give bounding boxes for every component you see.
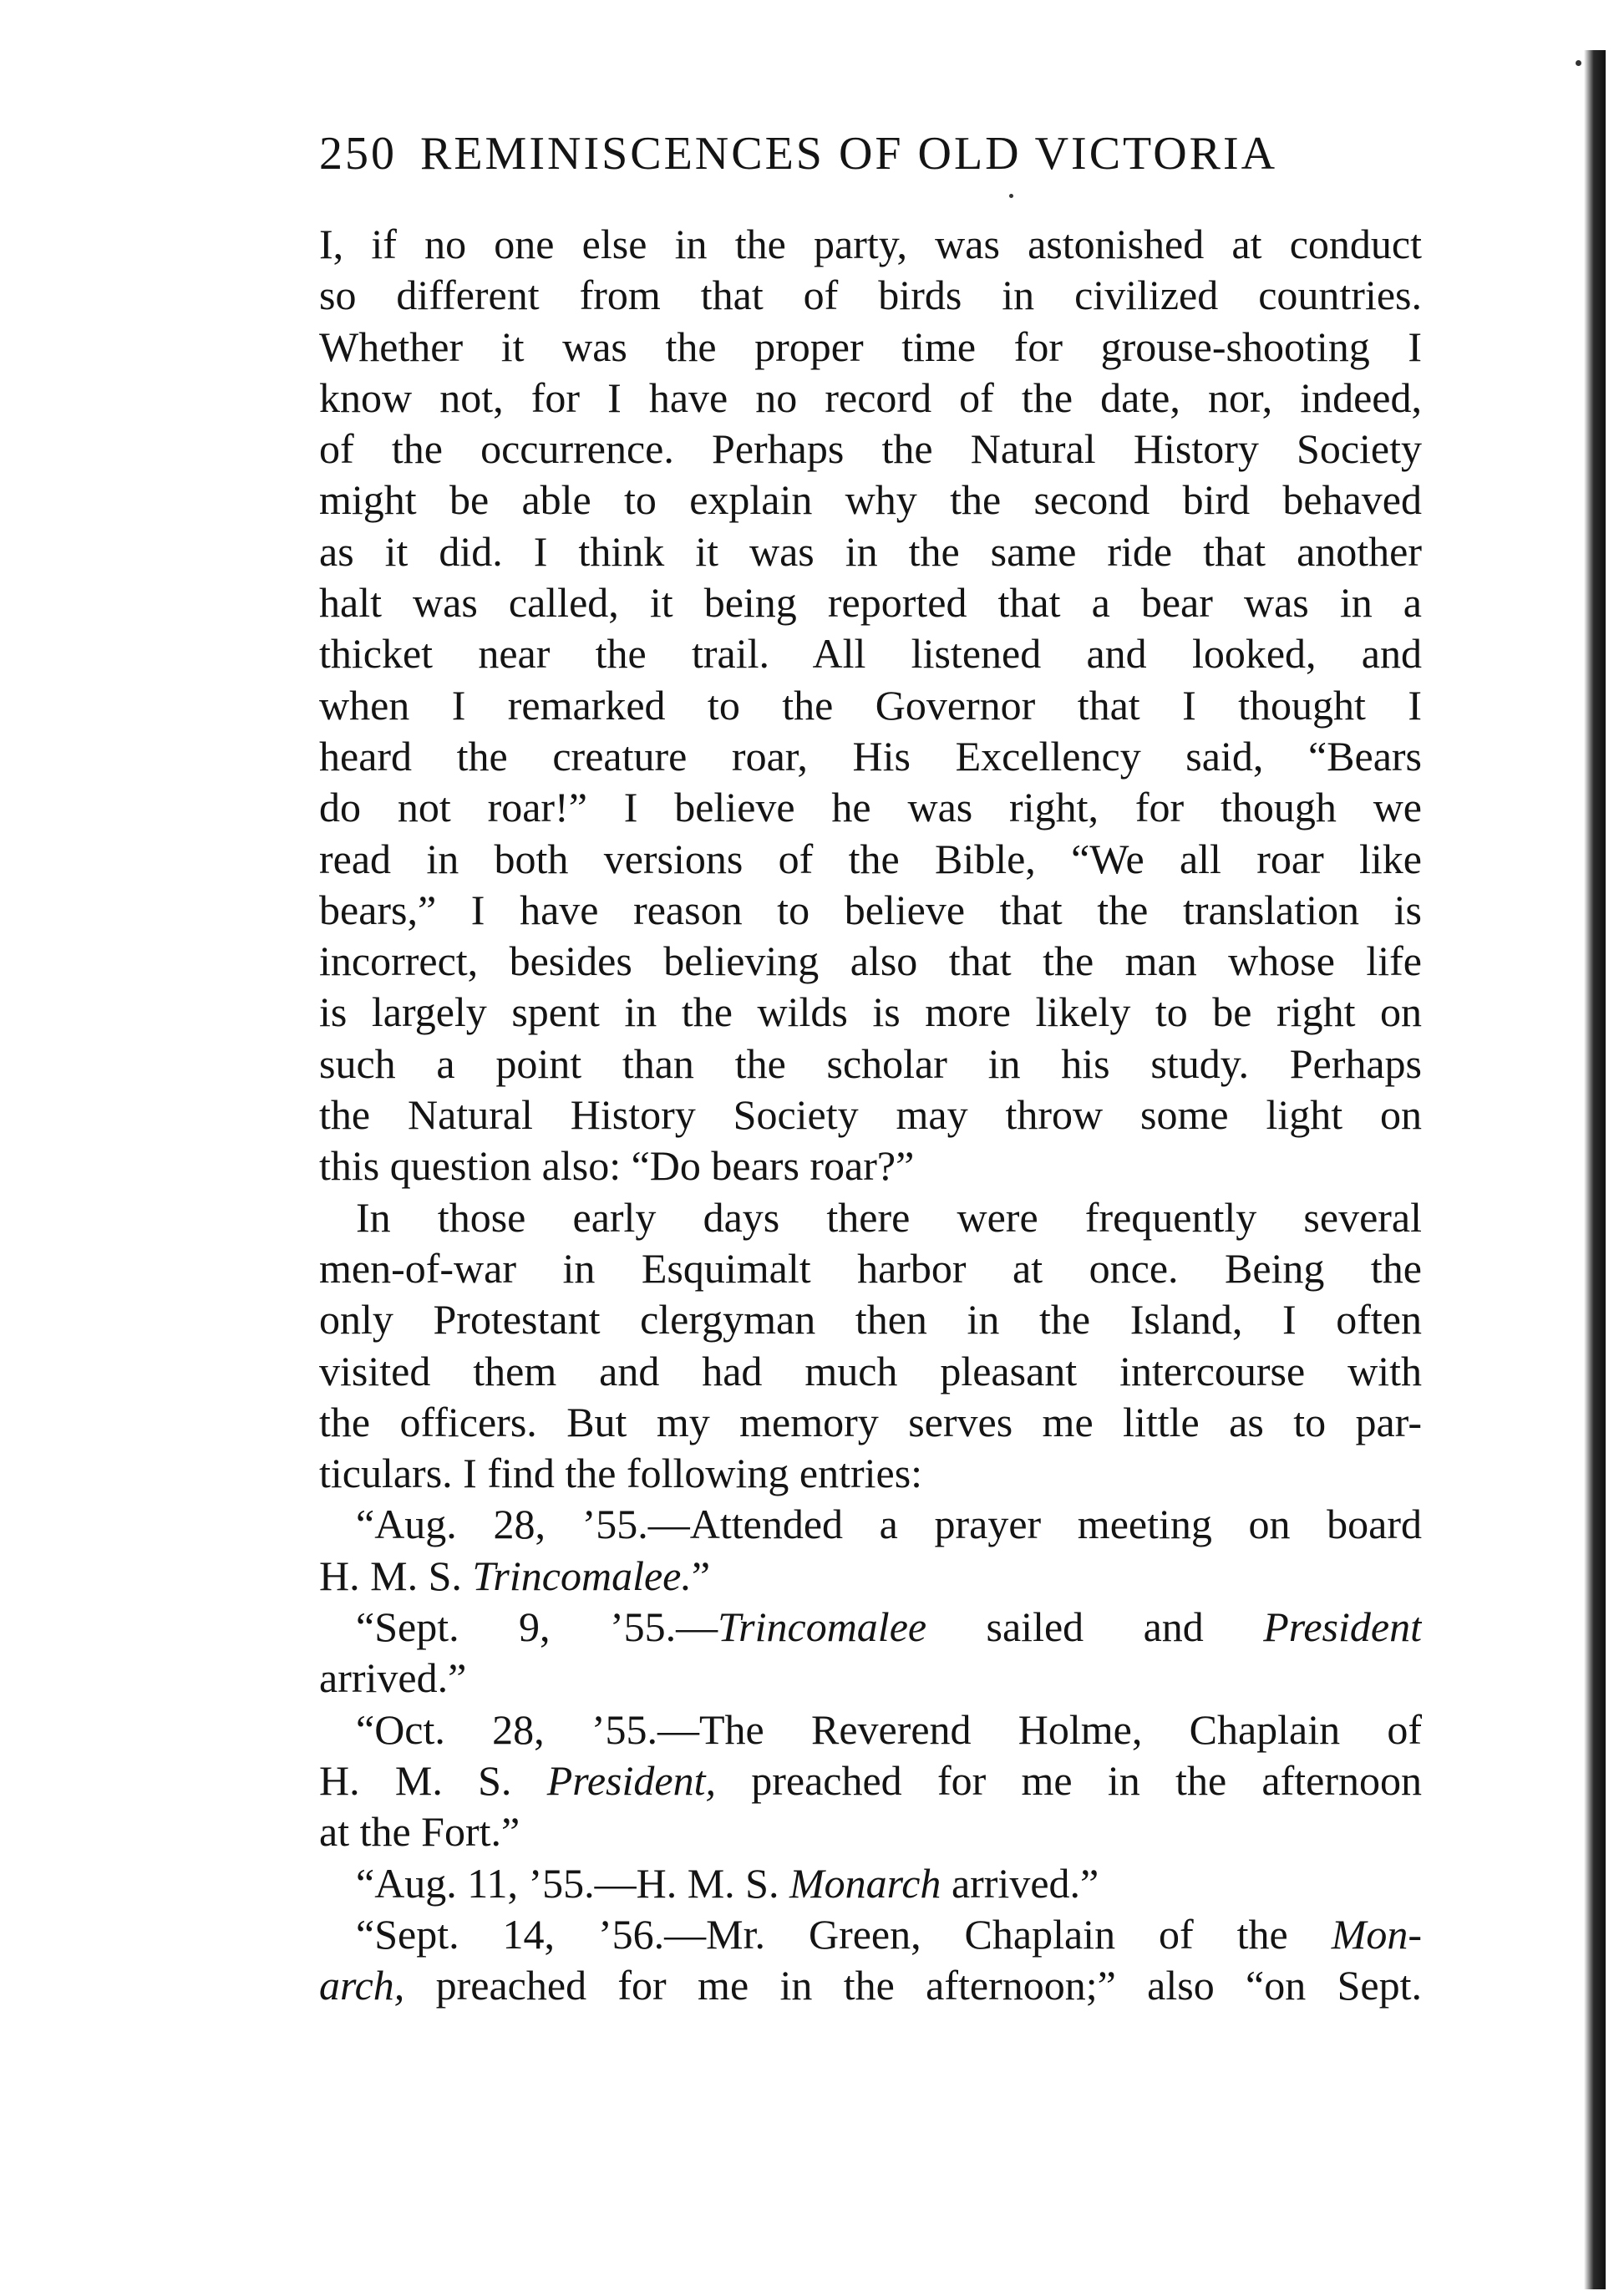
text-segment: the officers. But my memory serves me little as to par- xyxy=(319,1398,1422,1445)
body-text xyxy=(319,219,1422,2011)
text-segment: preached for me in the afternoon xyxy=(715,1756,1422,1804)
text-segment: the Natural History Society may throw some light on xyxy=(319,1091,1422,1139)
text-line xyxy=(319,1909,1422,1960)
text-segment: might be able to explain why the second bird behaved xyxy=(319,476,1422,524)
text-segment: H. M. S. xyxy=(319,1552,473,1599)
scan-edge-shadow xyxy=(1584,50,1606,2289)
text-line xyxy=(319,1653,1422,1704)
text-line xyxy=(319,577,1422,628)
text-segment: when I remarked to the Governor that I thought I xyxy=(319,681,1422,729)
scan-speck xyxy=(1576,60,1581,66)
text-line xyxy=(319,834,1422,885)
text-segment: men-of-war in Esquimalt harbor at once. Being the xyxy=(319,1244,1422,1292)
text-line xyxy=(319,1960,1422,2011)
text-line xyxy=(319,987,1422,1038)
text-segment: “Sept. 14, ’56.—Mr. Green, Chaplain of the xyxy=(356,1910,1332,1958)
text-line xyxy=(319,1243,1422,1294)
text-segment: preached for me in the afternoon;” also “on Sept. xyxy=(404,1962,1422,2009)
text-segment: incorrect, besides believing also that the man whose life xyxy=(319,937,1422,985)
text-segment: “Sept. 9, ’55.— xyxy=(356,1603,718,1651)
text-line xyxy=(319,885,1422,936)
text-segment: of the occurrence. Perhaps the Natural History Society xyxy=(319,425,1422,473)
text-segment: heard the creature roar, His Excellency said, “Bears xyxy=(319,732,1422,780)
text-line xyxy=(319,680,1422,731)
text-segment: Whether it was the proper time for grouse-shooting I xyxy=(319,323,1422,370)
text-segment: sailed and xyxy=(926,1603,1264,1651)
text-line xyxy=(319,1346,1422,1397)
italic-text-segment: President, xyxy=(546,1756,716,1804)
text-line xyxy=(319,373,1422,424)
text-line xyxy=(319,1294,1422,1345)
text-segment: “Aug. 11, ’55.—H. M. S. xyxy=(356,1859,789,1907)
text-line xyxy=(319,1090,1422,1140)
text-line xyxy=(319,1397,1422,1448)
text-line xyxy=(319,1499,1422,1550)
page-number: 250 xyxy=(319,128,397,180)
text-line xyxy=(319,936,1422,987)
text-line xyxy=(319,1755,1422,1806)
text-line xyxy=(319,628,1422,679)
text-segment: ticulars. I find the following entries: xyxy=(319,1450,923,1497)
text-segment: ” xyxy=(691,1552,711,1599)
text-segment: bears,” I have reason to believe that the translation is xyxy=(319,886,1422,933)
text-line xyxy=(319,322,1422,373)
running-title: REMINISCENCES OF OLD VICTORIA xyxy=(420,128,1278,180)
text-line xyxy=(319,1858,1422,1909)
text-segment: as it did. I think it was in the same ride that another xyxy=(319,527,1422,575)
text-segment: know not, for I have no record of the date, nor, indeed, xyxy=(319,373,1422,421)
text-segment: this question also: “Do bears roar?” xyxy=(319,1142,915,1190)
text-line xyxy=(319,1039,1422,1090)
text-line xyxy=(319,1551,1422,1602)
text-segment: at the Fort.” xyxy=(319,1808,520,1856)
text-line xyxy=(319,1704,1422,1755)
italic-text-segment: arch, xyxy=(319,1962,405,2009)
text-line xyxy=(319,782,1422,833)
text-line xyxy=(319,219,1422,270)
text-segment: “Aug. 28, ’55.—Attended a prayer meeting on board xyxy=(356,1501,1422,1548)
text-line xyxy=(319,270,1422,321)
text-segment: so different from that of birds in civilized countries. xyxy=(319,272,1422,319)
italic-text-segment: Monarch xyxy=(789,1859,941,1907)
text-segment: H. M. S. xyxy=(319,1756,547,1804)
text-line xyxy=(319,1140,1422,1191)
text-segment: thicket near the trail. All listened and looked, and xyxy=(319,630,1422,678)
italic-text-segment: Trincomalee. xyxy=(472,1552,692,1599)
text-line xyxy=(319,1448,1422,1499)
text-segment: arrived.” xyxy=(319,1654,467,1702)
text-segment: “Oct. 28, ’55.—The Reverend Holme, Chaplain of xyxy=(356,1705,1422,1753)
text-segment: such a point than the scholar in his study. Perhaps xyxy=(319,1039,1422,1087)
text-line xyxy=(319,1602,1422,1653)
running-header xyxy=(319,124,1422,184)
text-segment: In those early days there were frequently several xyxy=(356,1193,1422,1241)
text-line xyxy=(319,526,1422,577)
italic-text-segment: Trincomalee xyxy=(718,1603,927,1651)
text-segment: only Protestant clergyman then in the Island, I often xyxy=(319,1296,1422,1344)
text-line xyxy=(319,1806,1422,1857)
text-segment: halt was called, it being reported that a bear was in a xyxy=(319,579,1422,627)
scan-speck xyxy=(1009,194,1013,198)
text-line xyxy=(319,475,1422,526)
text-line xyxy=(319,731,1422,782)
text-segment: is largely spent in the wilds is more likely to be right on xyxy=(319,988,1422,1036)
text-segment: read in both versions of the Bible, “We all roar like xyxy=(319,835,1422,882)
text-segment: do not roar!” I believe he was right, for though we xyxy=(319,784,1422,831)
italic-text-segment: President xyxy=(1263,1603,1422,1651)
text-segment: I, if no one else in the party, was astonished at conduct xyxy=(319,221,1422,267)
text-line xyxy=(319,1192,1422,1243)
text-line xyxy=(319,424,1422,475)
text-segment: visited them and had much pleasant intercourse with xyxy=(319,1347,1422,1394)
text-segment: arrived.” xyxy=(941,1859,1099,1907)
italic-text-segment: Mon- xyxy=(1331,1910,1422,1958)
